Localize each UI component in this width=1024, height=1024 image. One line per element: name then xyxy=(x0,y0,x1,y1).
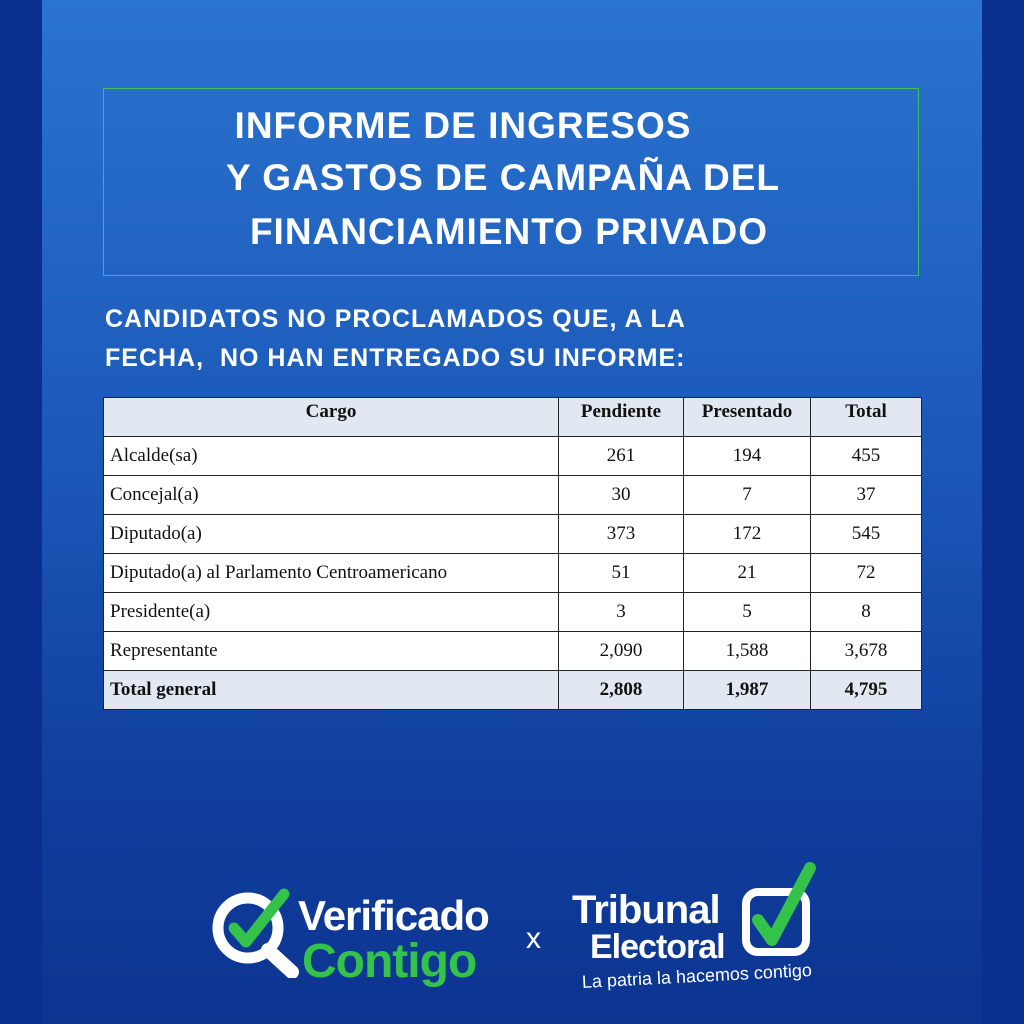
cell-total-label: Total general xyxy=(104,671,559,710)
tribunal-slogan: La patria la hacemos contigo xyxy=(581,959,813,992)
cell-presentado: 7 xyxy=(684,476,811,515)
cell-total-total: 4,795 xyxy=(811,671,922,710)
cell-total: 3,678 xyxy=(811,632,922,671)
table-total-row xyxy=(104,671,922,710)
cell-presentado: 1,588 xyxy=(684,632,811,671)
cell-total: 37 xyxy=(811,476,922,515)
cell-presentado: 21 xyxy=(684,554,811,593)
cell-cargo: Representante xyxy=(104,632,559,671)
cell-total: 8 xyxy=(811,593,922,632)
cell-pendiente: 2,090 xyxy=(559,632,684,671)
cell-cargo: Diputado(a) al Parlamento Centroamericano xyxy=(104,554,559,593)
cell-total-pendiente: 2,808 xyxy=(559,671,684,710)
table-row xyxy=(104,476,922,515)
subtitle-line-1: CANDIDATOS NO PROCLAMADOS QUE, A LA xyxy=(105,305,686,333)
title-line-2: Y GASTOS DE CAMPAÑA DEL xyxy=(225,157,781,198)
title-box xyxy=(103,88,919,276)
cell-presentado: 194 xyxy=(684,437,811,476)
verificado-logo-line-2: Contigo xyxy=(302,935,477,988)
cell-presentado: 5 xyxy=(684,593,811,632)
cell-total: 455 xyxy=(811,437,922,476)
cell-pendiente: 261 xyxy=(559,437,684,476)
subtitle-line-2: FECHA, NO HAN ENTREGADO SU INFORME: xyxy=(105,344,686,372)
header-cargo: Cargo xyxy=(104,398,559,437)
cell-pendiente: 51 xyxy=(559,554,684,593)
cell-cargo: Presidente(a) xyxy=(104,593,559,632)
cell-cargo: Alcalde(sa) xyxy=(104,437,559,476)
cell-pendiente: 373 xyxy=(559,515,684,554)
header-total: Total xyxy=(811,398,922,437)
cell-total: 72 xyxy=(811,554,922,593)
table-row xyxy=(104,437,922,476)
ballot-check-icon xyxy=(738,860,818,960)
cell-pendiente: 30 xyxy=(559,476,684,515)
header-presentado: Presentado xyxy=(684,398,811,437)
cell-total: 545 xyxy=(811,515,922,554)
table-row xyxy=(104,593,922,632)
table-row xyxy=(104,515,922,554)
table-header-row xyxy=(104,398,922,437)
results-table xyxy=(103,397,922,710)
magnifier-check-icon xyxy=(208,886,300,978)
tribunal-logo-line-1: Tribunal xyxy=(572,888,720,932)
cell-pendiente: 3 xyxy=(559,593,684,632)
cell-cargo: Concejal(a) xyxy=(104,476,559,515)
cell-cargo: Diputado(a) xyxy=(104,515,559,554)
table-row xyxy=(104,554,922,593)
cell-total-presentado: 1,987 xyxy=(684,671,811,710)
header-pendiente: Pendiente xyxy=(559,398,684,437)
cell-presentado: 172 xyxy=(684,515,811,554)
title-line-3: FINANCIAMIENTO PRIVADO xyxy=(249,211,769,252)
title-line-1: INFORME DE INGRESOS xyxy=(234,105,692,146)
tribunal-logo-line-2: Electoral xyxy=(590,928,725,966)
footer-logos xyxy=(0,850,1024,1010)
table-row xyxy=(104,632,922,671)
logo-separator: x xyxy=(526,922,541,955)
verificado-logo-line-1: Verificado xyxy=(298,892,489,939)
